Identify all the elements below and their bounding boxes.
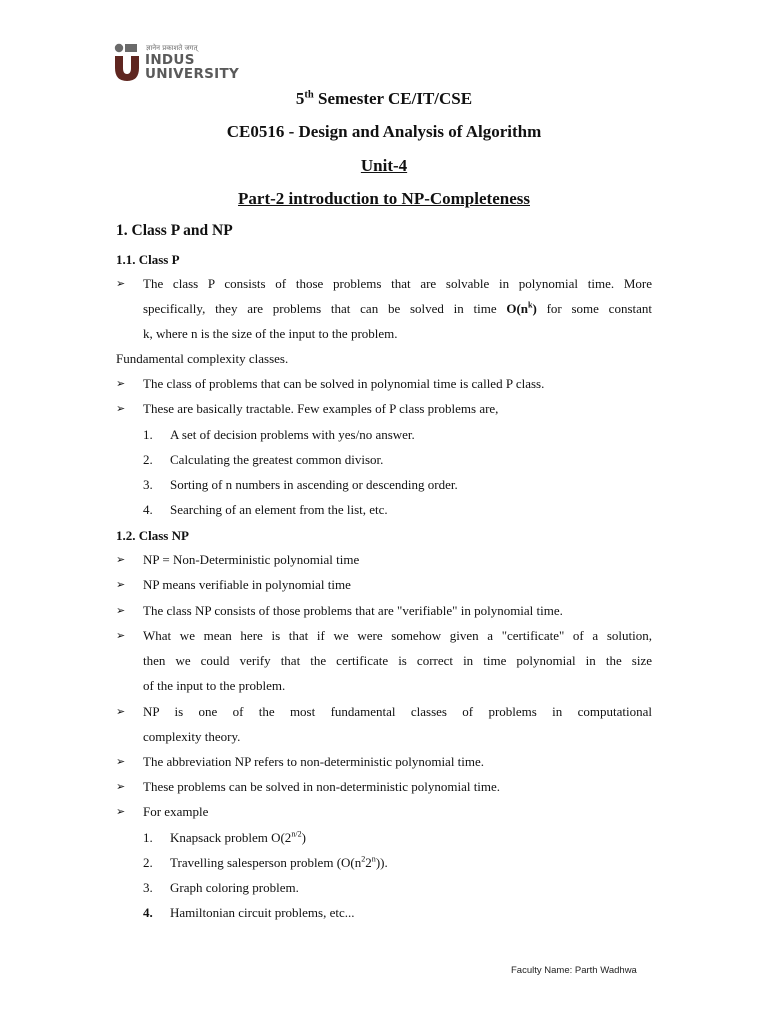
bullet-text: These problems can be solved in non-deterministic polynomial time. <box>143 779 501 794</box>
bullet-arrow-icon: ➢ <box>116 554 126 566</box>
bullet-arrow-icon: ➢ <box>116 781 126 793</box>
bullet-arrow-icon: ➢ <box>116 605 126 617</box>
bullet-arrow-icon: ➢ <box>116 378 126 390</box>
bullet-arrow-icon: ➢ <box>116 706 126 718</box>
list-number: 3. <box>143 880 153 895</box>
bullet-text: For example <box>143 804 209 819</box>
bullet-arrow-icon: ➢ <box>116 579 126 591</box>
unit-heading: Unit-4 <box>360 156 408 175</box>
list-item: Hamiltonian circuit problems, etc... <box>170 905 355 920</box>
list-number: 4. <box>143 502 153 517</box>
list-item: Graph coloring problem. <box>170 880 299 895</box>
logo-wordmark <box>145 53 239 81</box>
bullet-text: NP means verifiable in polynomial time <box>143 577 351 592</box>
bullet-text: of the input to the problem. <box>143 678 286 693</box>
list-number: 2. <box>143 855 153 870</box>
bullet-text: These are basically tractable. Few examples of P class problems are, <box>143 401 499 416</box>
logo-line-2: UNIVERSITY <box>145 66 240 82</box>
bullet-text: The abbreviation NP refers to non-deterministic polynomial time. <box>143 754 485 769</box>
bullet-text: The class NP consists of those problems that are "verifiable" in polynomial time. <box>143 603 563 618</box>
paragraph-line: specifically, they are problems that can be solved in time $O(n^k)$ for some constant <box>143 300 653 316</box>
list-item: Calculating the greatest common divisor. <box>170 452 384 467</box>
logo-emblem-icon <box>114 43 140 81</box>
bullet-text: The class of problems that can be solved in polynomial time is called P class. <box>143 376 545 391</box>
bullet-arrow-icon: ➢ <box>116 278 126 290</box>
bullet-text: What we mean here is that if we were somehow given a "certificate" of a solution, <box>143 628 652 643</box>
bullet-text: complexity theory. <box>143 729 241 744</box>
section-title: 1. Class P and NP <box>116 222 233 239</box>
list-item: Sorting of n numbers in ascending or descending order. <box>170 477 458 492</box>
list-number: 1. <box>143 830 153 845</box>
bullet-text: NP is one of the most fundamental classes of problems in computational <box>143 704 652 719</box>
logo-tagline: ज्ञानेन प्रकाशते जगत् <box>146 44 198 52</box>
subsection-title-class-np: 1.2. Class NP <box>116 528 189 543</box>
list-number: 2. <box>143 452 153 467</box>
list-number: 1. <box>143 427 153 442</box>
bullet-arrow-icon: ➢ <box>116 630 126 642</box>
plain-text: Fundamental complexity classes. <box>116 351 289 366</box>
list-item: Knapsack problem $O(2^{n/2})$ <box>170 829 306 845</box>
bullet-text: NP = Non-Deterministic polynomial time <box>143 552 360 567</box>
part-heading: Part-2 introduction to NP-Completeness <box>238 189 530 208</box>
subsection-title-class-p: 1.1. Class P <box>116 252 180 267</box>
bullet-arrow-icon: ➢ <box>116 806 126 818</box>
paragraph-line: k, where n is the size of the input to the problem. <box>143 326 398 341</box>
list-item: Travelling salesperson problem $(O(n^22^n))$. <box>170 854 388 870</box>
faculty-footer: Faculty Name: Parth Wadhwa <box>511 965 637 976</box>
bullet-arrow-icon: ➢ <box>116 756 126 768</box>
list-number: 4. <box>143 905 153 920</box>
list-item: A set of decision problems with yes/no answer. <box>170 427 415 442</box>
semester-heading: 5th Semester CE/IT/CSE <box>295 89 473 108</box>
logo-line-1: INDUS <box>145 52 195 68</box>
paragraph-line: The class P consists of those problems that are solvable in polynomial time. More <box>143 276 652 291</box>
bullet-text: then we could verify that the certificate is correct in time polynomial in the size <box>143 653 652 668</box>
course-heading: CE0516 - Design and Analysis of Algorithm <box>226 122 542 141</box>
list-number: 3. <box>143 477 153 492</box>
list-item: Searching of an element from the list, etc. <box>170 502 388 517</box>
bullet-arrow-icon: ➢ <box>116 403 126 415</box>
